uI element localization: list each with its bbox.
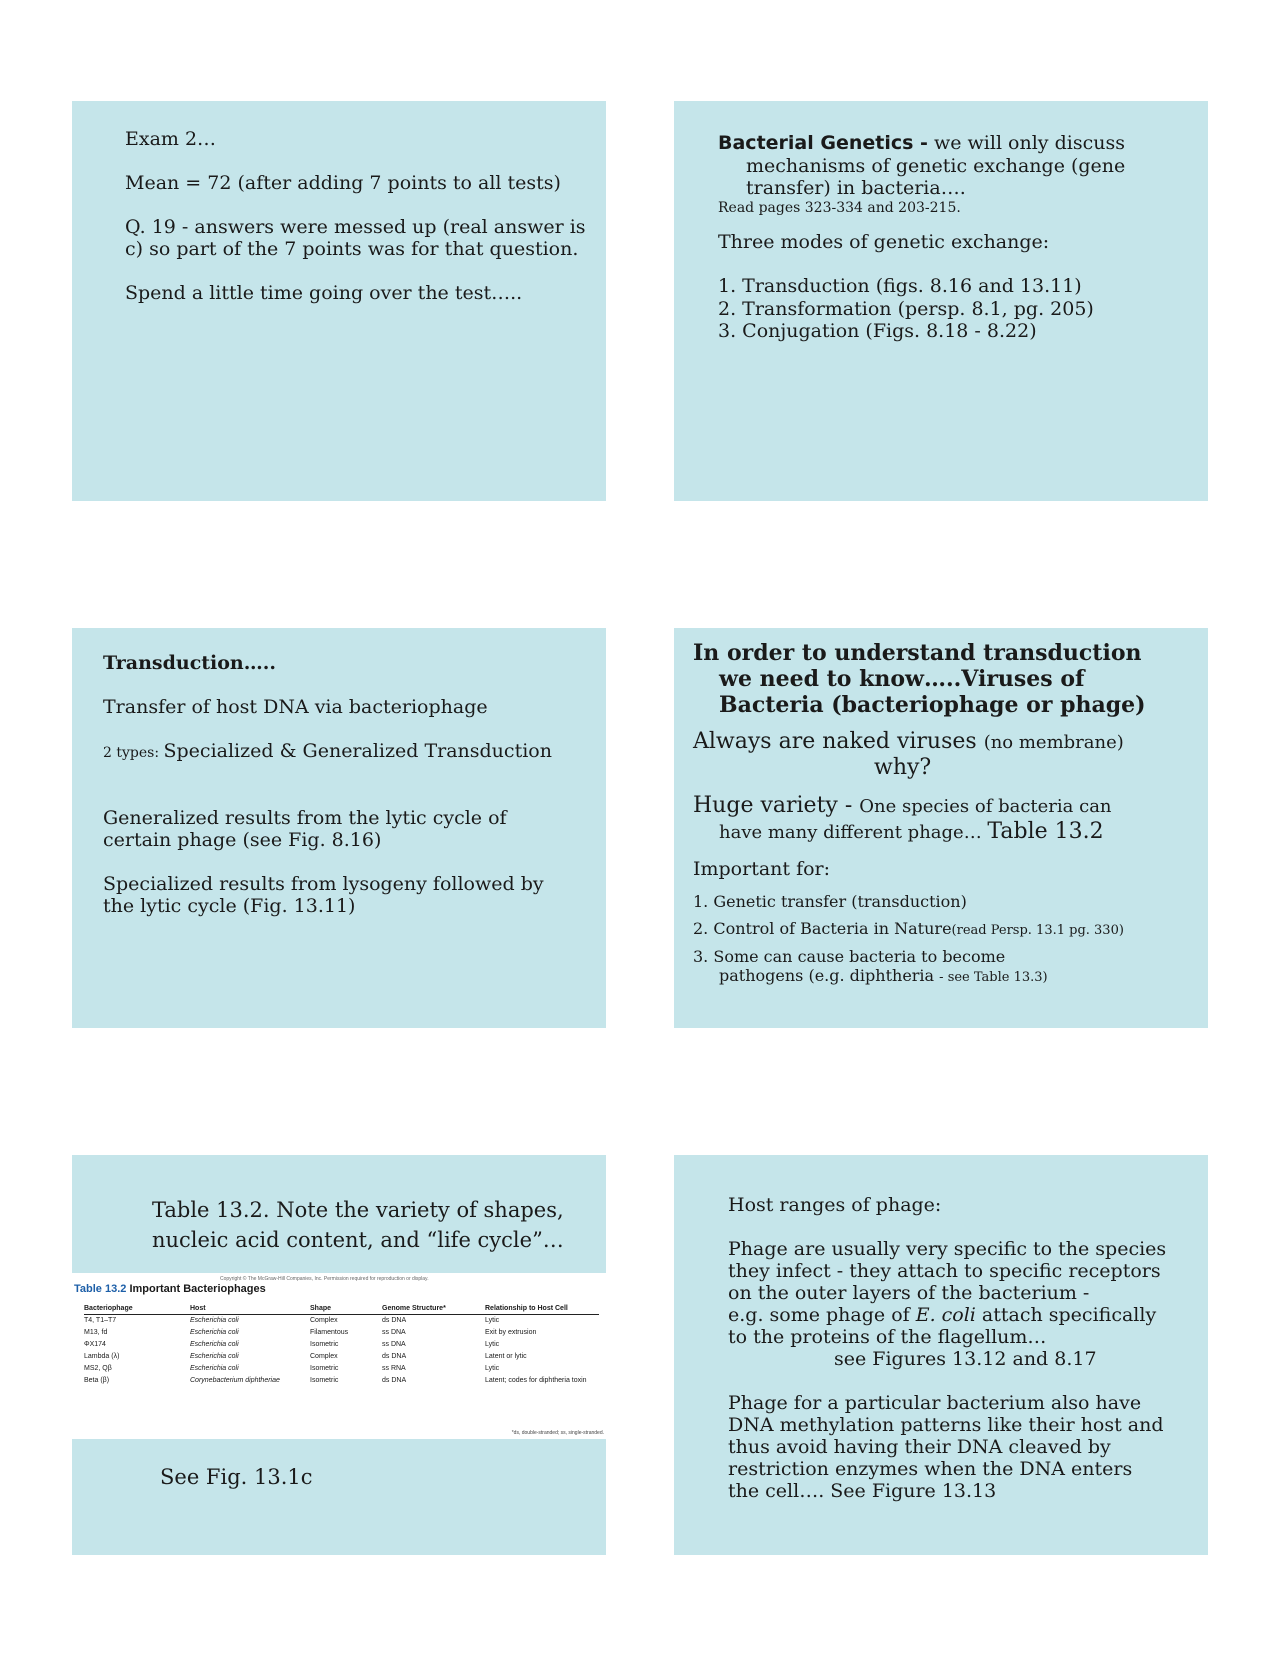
slide-title: Transduction….. (103, 652, 276, 674)
table-row (84, 1339, 599, 1351)
list-item: 3. Conjugation (Figs. 8.18 - 8.22) (718, 320, 1037, 342)
table-cell: T4, T1–T7 (84, 1317, 117, 1324)
table-cell: Escherichia coli (190, 1317, 239, 1324)
list-item-continuation (719, 965, 1048, 989)
bacteriophage-table-image (72, 1273, 606, 1439)
heading-line1 (718, 132, 1125, 154)
slide-title: Host ranges of phage: (728, 1194, 942, 1216)
generalized-line2: certain phage (see Fig. 8.16) (103, 829, 382, 851)
list-item-note: (read Persp. 13.1 pg. 330) (951, 923, 1124, 938)
table-title: Important Bacteriophages (126, 1283, 266, 1295)
table-cell: Latent or lytic (485, 1353, 527, 1360)
naked-note: (no membrane) (983, 732, 1124, 753)
table-cell: Lytic (485, 1317, 500, 1324)
table-cell: Isometric (310, 1341, 339, 1348)
slide-title: Exam 2… (125, 128, 217, 150)
naked-line (693, 729, 1124, 756)
table-cell: ss DNA (382, 1329, 406, 1336)
list-item-note: - see Table 13.3) (939, 970, 1048, 985)
mean-text: Mean = 72 (after adding 7 points to all tests) (125, 172, 561, 194)
table-cell: Complex (310, 1317, 338, 1324)
question-note-line2: c) so part of the 7 points was for that question. (125, 238, 579, 260)
table-cell: Lytic (485, 1341, 500, 1348)
title-line2: nucleic acid content, and “life cycle”… (152, 1228, 564, 1252)
heading-bold: Bacterial Genetics - (718, 132, 928, 154)
table-row (84, 1315, 599, 1328)
variety-note: One species of bacteria can (859, 796, 1112, 817)
column-header: Genome Structure* (382, 1305, 485, 1315)
paragraph1-line1: Phage are usually very specific to the species (728, 1238, 1167, 1260)
question-note-line1: Q. 19 - answers were messed up (real answer is (125, 216, 586, 238)
list-item: 1. Transduction (figs. 8.16 and 13.11) (718, 275, 1082, 297)
paragraph1-line5: to the proteins of the flagellum… (728, 1326, 1047, 1348)
paragraph2-line3: thus avoid having their DNA cleaved by (728, 1436, 1111, 1458)
table-cell: ΦX174 (84, 1341, 106, 1348)
types-value: Specialized & Generalized Transduction (163, 740, 552, 762)
list-item-text: 2. Control of Bacteria in Nature (693, 919, 952, 938)
table-row (84, 1375, 599, 1387)
species-name: E. coli (915, 1304, 976, 1326)
title-line2: we need to know…..Viruses of (719, 666, 1085, 692)
heading-rest: we will only discuss (927, 132, 1125, 154)
table-caption (74, 1283, 266, 1295)
slide-bacterial-genetics (674, 101, 1208, 501)
slide-transduction (72, 628, 606, 1028)
review-text: Spend a little time going over the test….. (125, 282, 523, 304)
slide-table-13-2 (72, 1155, 606, 1555)
text-segment: attach specifically (975, 1304, 1157, 1326)
paragraph1-line3: on the outer layers of the bacterium - (728, 1282, 1090, 1304)
modes-title: Three modes of genetic exchange: (718, 231, 1050, 253)
variety-line2 (719, 819, 1104, 846)
figure-reference: See Fig. 13.1c (160, 1465, 313, 1489)
figure-reference: see Figures 13.12 and 8.17 (834, 1348, 1097, 1370)
table-footnote: *ds, double-stranded; ss, single-stranded. (511, 1430, 604, 1436)
table-cell: ds DNA (382, 1377, 407, 1384)
generalized-line1: Generalized results from the lytic cycle of (103, 807, 507, 829)
table-cell: Escherichia coli (190, 1365, 239, 1372)
table-cell: ds DNA (382, 1353, 407, 1360)
table-cell: Complex (310, 1353, 338, 1360)
table-cell: Beta (β) (84, 1377, 110, 1384)
column-header: Host (190, 1305, 310, 1315)
table-cell: MS2, Qβ (84, 1365, 112, 1372)
important-title: Important for: (693, 858, 831, 880)
table-cell: ss RNA (382, 1365, 406, 1372)
table-row (84, 1351, 599, 1363)
column-header: Bacteriophage (84, 1305, 190, 1315)
list-item: 1. Genetic transfer (transduction) (693, 892, 967, 911)
table-cell: Isometric (310, 1377, 339, 1384)
column-header: Relationship to Host Cell (485, 1305, 599, 1315)
paragraph2-line2: DNA methylation patterns like their host and (728, 1414, 1164, 1436)
list-item: 3. Some can cause bacteria to become (693, 947, 1006, 966)
naked-text: Always are naked viruses (693, 729, 984, 754)
slide-viruses-of-bacteria (674, 628, 1208, 1028)
table-ref: Table 13.2 (987, 819, 1104, 844)
variety-text: Huge variety - (693, 793, 860, 818)
table-cell: Lytic (485, 1365, 500, 1372)
list-item-text: pathogens (e.g. diphtheria (719, 966, 940, 985)
table-cell: Isometric (310, 1365, 339, 1372)
bacteriophage-table (84, 1305, 599, 1387)
table-cell: M13, fd (84, 1329, 108, 1336)
why-text: why? (874, 755, 932, 780)
paragraph2-line1: Phage for a particular bacterium also have (728, 1392, 1142, 1414)
paragraph1-line2: they infect - they attach to specific receptors (728, 1260, 1161, 1282)
paragraph2-line4: restriction enzymes when the DNA enters (728, 1458, 1133, 1480)
table-cell: Filamentous (310, 1329, 349, 1336)
variety-line (693, 793, 1112, 820)
paragraph1-line4 (728, 1304, 1156, 1326)
specialized-line2: the lytic cycle (Fig. 13.11) (103, 895, 356, 917)
table-header-row (84, 1305, 599, 1315)
column-header: Shape (310, 1305, 382, 1315)
table-cell: Lambda (λ) (84, 1353, 120, 1360)
types-text (103, 740, 552, 764)
slide-host-ranges (674, 1155, 1208, 1555)
table-number: Table 13.2 (74, 1283, 127, 1295)
heading-line2: mechanisms of genetic exchange (gene (746, 155, 1126, 177)
table-cell: ss DNA (382, 1341, 406, 1348)
copyright-note: Copyright © The McGraw-Hill Companies, Inc. Permission required for reproduction or display. (220, 1276, 429, 1282)
table-cell: Escherichia coli (190, 1329, 239, 1336)
table-cell: Escherichia coli (190, 1353, 239, 1360)
title-line3: Bacteria (bacteriophage or phage) (719, 692, 1146, 718)
heading-line3: transfer) in bacteria…. (746, 177, 966, 199)
reading-assignment: Read pages 323-334 and 203-215. (718, 200, 961, 216)
title-line1: Table 13.2. Note the variety of shapes, (152, 1198, 564, 1222)
definition-text: Transfer of host DNA via bacteriophage (103, 696, 488, 718)
table-cell: Escherichia coli (190, 1341, 239, 1348)
title-line1: In order to understand transduction (693, 640, 1142, 666)
list-item: 2. Transformation (persp. 8.1, pg. 205) (718, 298, 1094, 320)
table-cell: ds DNA (382, 1317, 407, 1324)
types-label: 2 types: (103, 745, 164, 761)
specialized-line1: Specialized results from lysogeny followed by (103, 873, 544, 895)
paragraph2-line5: the cell…. See Figure 13.13 (728, 1480, 997, 1502)
table-row (84, 1327, 599, 1339)
table-row (84, 1363, 599, 1375)
table-cell: Exit by extrusion (485, 1329, 537, 1336)
table-cell: Corynebacterium diphtheriae (190, 1377, 280, 1384)
list-item (693, 918, 1124, 942)
slide-exam-2 (72, 101, 606, 501)
text-segment: e.g. some phage of (728, 1304, 916, 1326)
table-cell: Latent; codes for diphtheria toxin (485, 1377, 587, 1384)
variety-note2: have many different phage… (719, 822, 988, 843)
